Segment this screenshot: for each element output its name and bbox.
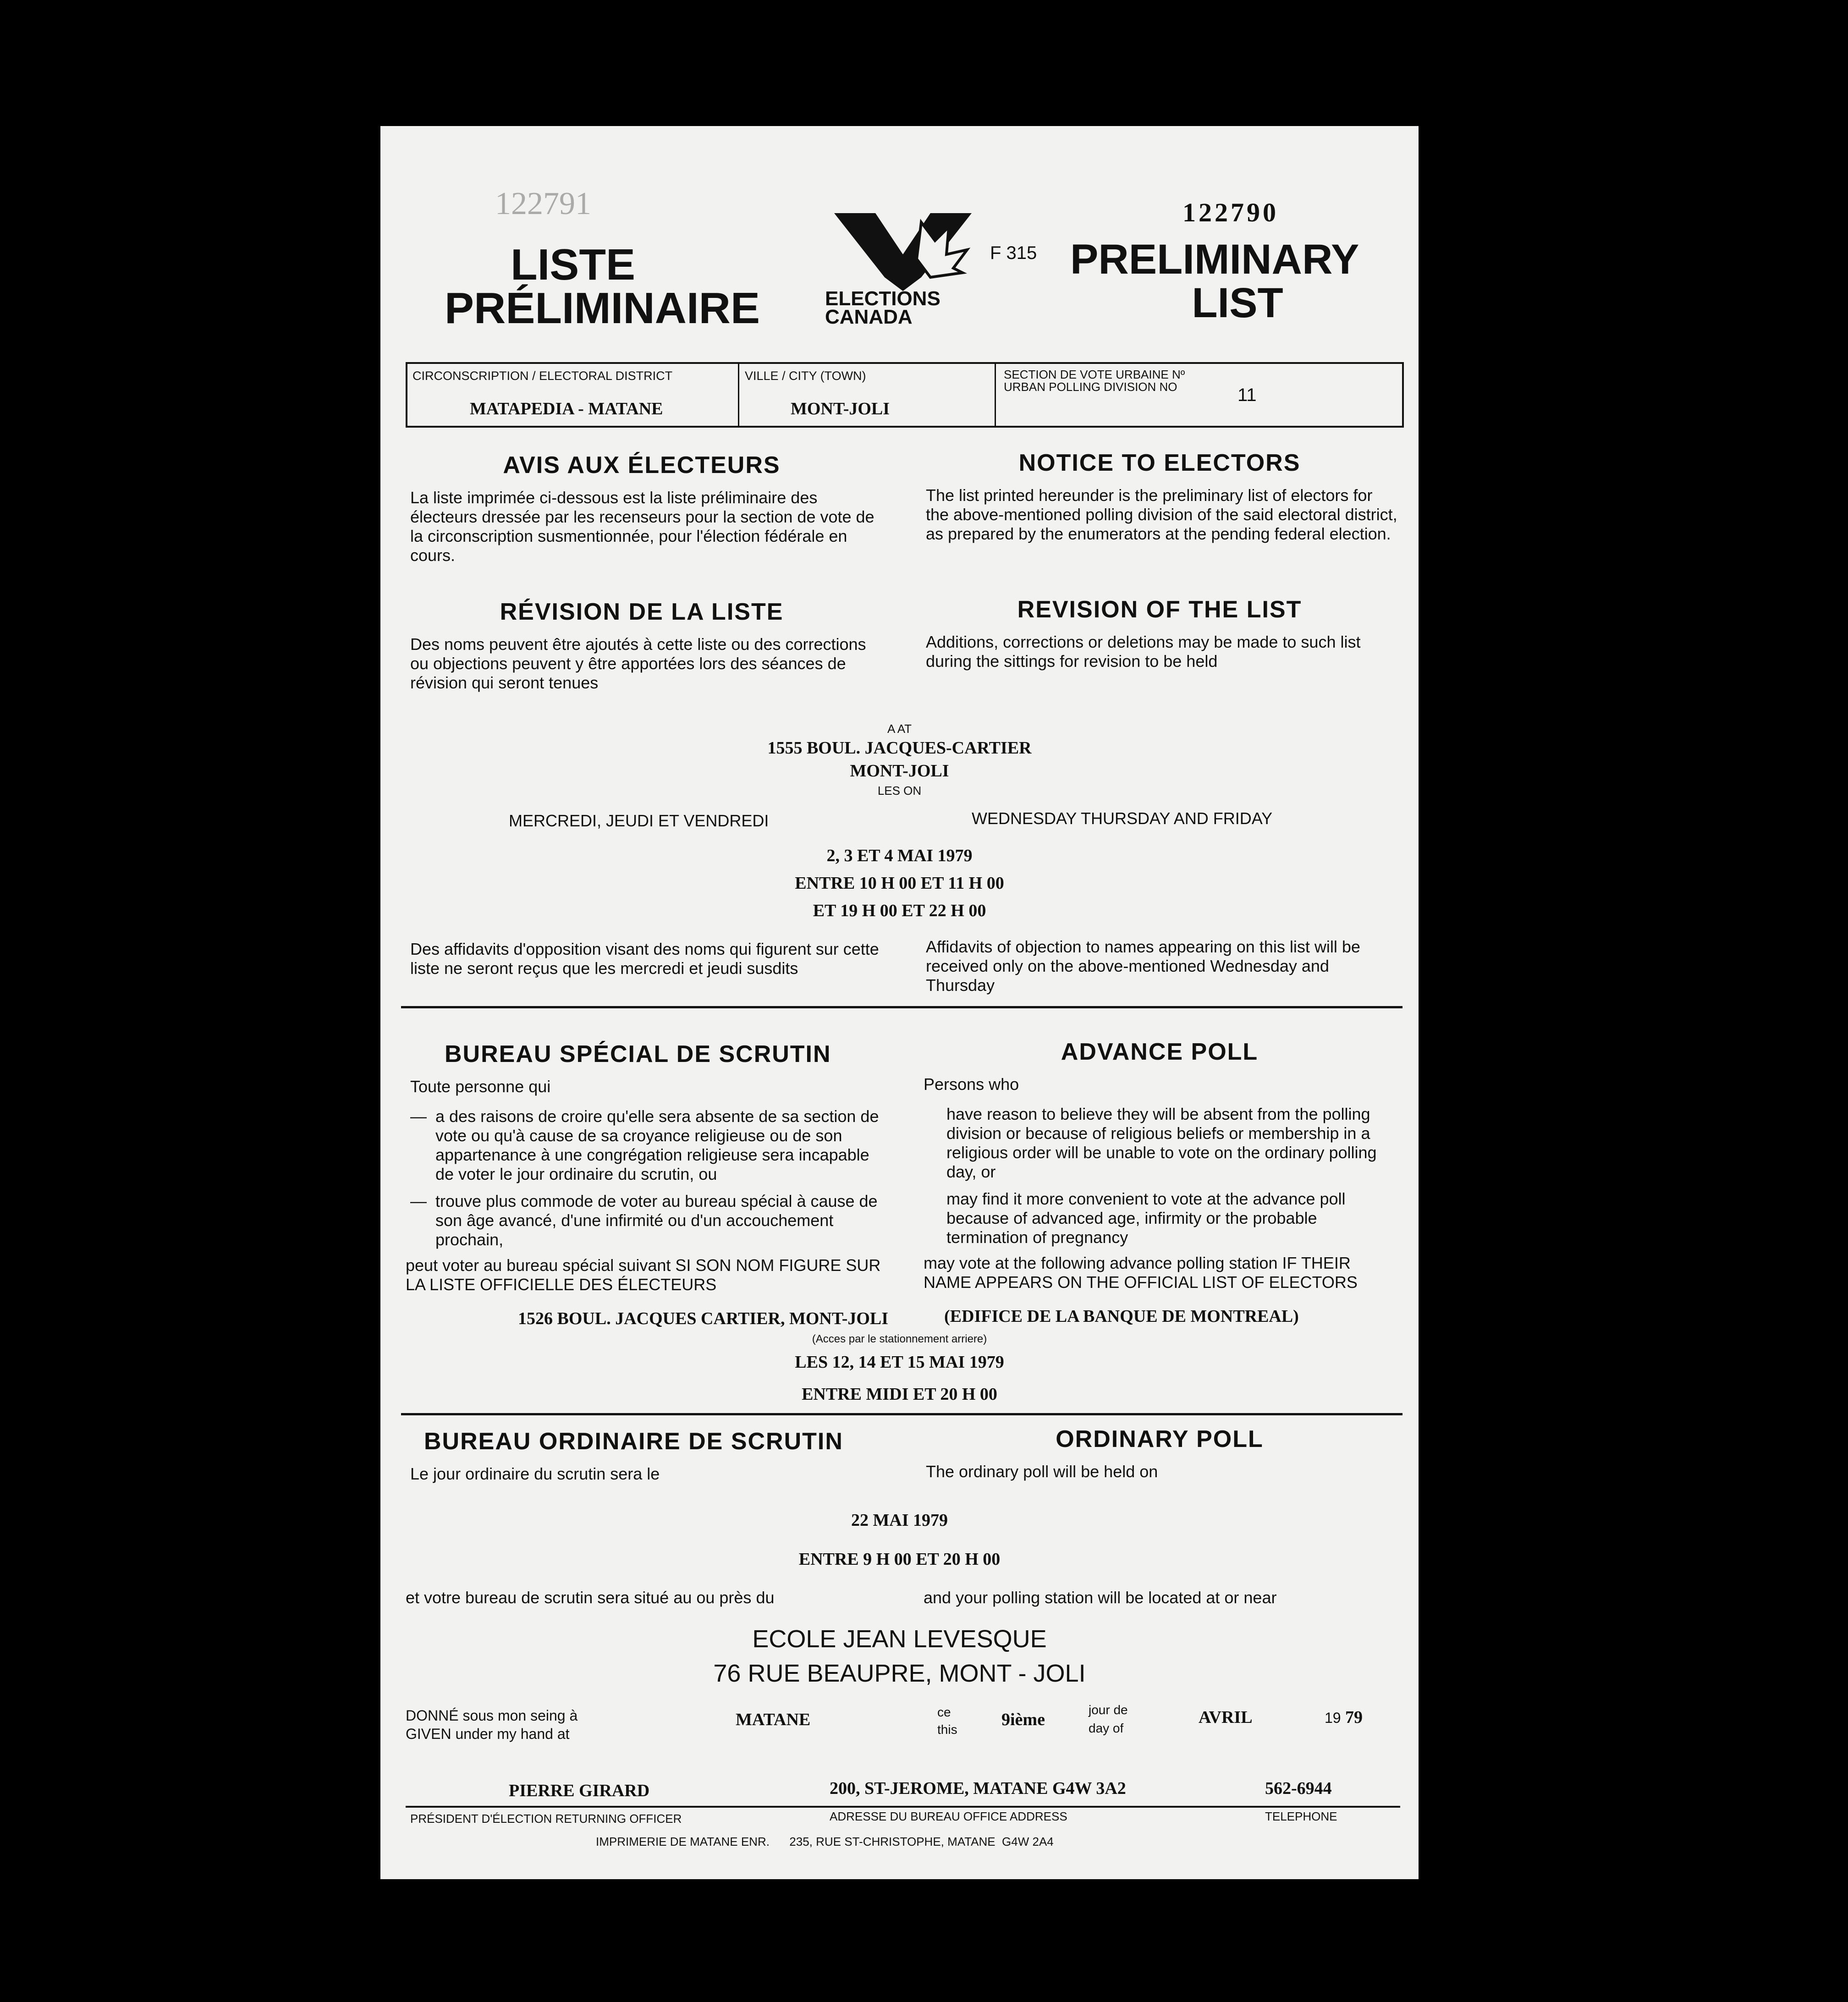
officer-label: PRÉSIDENT D'ÉLECTION RETURNING OFFICER [410, 1812, 682, 1826]
division-value: 11 [1238, 385, 1257, 405]
notice-title-fr: AVIS AUX ÉLECTEURS [503, 452, 781, 478]
year-prefix: 19 [1325, 1710, 1341, 1726]
ordinary-title-fr: BUREAU ORDINAIRE DE SCRUTIN [424, 1428, 843, 1455]
title-fr-line2: PRÉLIMINAIRE [445, 284, 760, 333]
logo-line1: ELECTIONS [825, 287, 940, 310]
maple-leaf-icon [825, 204, 990, 296]
advance-item1-fr: a des raisons de croire qu'elle sera absente de sa section de vote ou qu'à cause de sa croyance religieuse ou de son appartenance à une congrégation religieuse sera incapable de voter le jour ordinaire du scrutin, ou [435, 1107, 879, 1183]
officer-name: PIERRE GIRARD [509, 1781, 650, 1800]
polling-place-name: ECOLE JEAN LEVESQUE [752, 1625, 1047, 1653]
advance-address: 1526 BOUL. JACQUES CARTIER, MONT-JOLI [518, 1309, 889, 1328]
signature-rule [406, 1806, 1400, 1808]
phone-label: TELEPHONE [1265, 1810, 1337, 1823]
advance-title-fr: BUREAU SPÉCIAL DE SCRUTIN [445, 1041, 831, 1067]
jour-label: jour de [1089, 1703, 1128, 1717]
revision-dates: 2, 3 ET 4 MAI 1979 [826, 846, 973, 865]
given-fr: DONNÉ sous mon seing à [406, 1707, 578, 1724]
advance-outro-en: may vote at the following advance polling station IF THEIR NAME APPEARS ON THE OFFICIAL LIST OF ELECTORS [924, 1254, 1358, 1292]
section-divider-1 [401, 1006, 1402, 1008]
office-address: 200, ST-JEROME, MATANE G4W 3A2 [830, 1779, 1126, 1798]
division-label-2: URBAN POLLING DIVISION NO [1004, 380, 1177, 394]
field-divider-1 [738, 362, 739, 428]
ordinary-location-en: and your polling station will be located at or near [924, 1588, 1277, 1607]
city-label: VILLE / CITY (TOWN) [745, 369, 866, 383]
advance-building: (EDIFICE DE LA BANQUE DE MONTREAL) [944, 1307, 1299, 1326]
document-number: 122790 [1182, 198, 1279, 227]
affidavit-text-fr: Des affidavits d'opposition visant des noms qui figurent sur cette liste ne seront reçus que les mercredi et jeudi susdits [410, 940, 879, 978]
district-label: CIRCONSCRIPTION / ELECTORAL DISTRICT [412, 369, 673, 383]
advance-intro-fr: Toute personne qui [410, 1077, 551, 1096]
revision-address-2: MONT-JOLI [850, 761, 949, 781]
affidavit-text-en: Affidavits of objection to names appearing on this list will be received only on the above-mentioned Wednesday and Thursday [926, 937, 1360, 995]
logo-line2: CANADA [825, 306, 913, 328]
dayof-label: day of [1089, 1721, 1124, 1735]
revision-title-en: REVISION OF THE LIST [1017, 596, 1302, 623]
revision-hours-2: ET 19 H 00 ET 22 H 00 [813, 901, 986, 920]
advance-access: (Acces par le stationnement arriere) [812, 1333, 987, 1345]
on-label: LES ON [877, 784, 922, 798]
this-label: this [937, 1722, 957, 1737]
telephone-value: 562-6944 [1265, 1779, 1332, 1798]
year-suffix: 79 [1345, 1708, 1363, 1727]
district-value: MATAPEDIA - MATANE [470, 399, 663, 418]
section-divider-2 [401, 1413, 1402, 1415]
advance-hours: ENTRE MIDI ET 20 H 00 [802, 1385, 997, 1404]
ordinary-date: 22 MAI 1979 [851, 1511, 948, 1530]
revision-text-fr: Des noms peuvent être ajoutés à cette liste ou des corrections ou objections peuvent y être apportées lors des séances de révision qui seront tenues [410, 635, 866, 692]
notice-text-en: The list printed hereunder is the preliminary list of electors for the above-mentioned polling division of the said electoral district, as prepared by the enumerators at the pending federal election. [926, 486, 1397, 543]
at-label: A AT [887, 722, 912, 736]
title-en-line2: LIST [1192, 280, 1283, 326]
division-label-1: SECTION DE VOTE URBAINE Nº [1004, 368, 1185, 381]
advance-intro-en: Persons who [924, 1075, 1019, 1094]
ordinary-title-en: ORDINARY POLL [1056, 1426, 1264, 1452]
revision-text-en: Additions, corrections or deletions may be made to such list during the sittings for revision to be held [926, 632, 1361, 671]
signed-place: MATANE [736, 1710, 811, 1729]
days-fr: MERCREDI, JEUDI ET VENDREDI [509, 811, 769, 830]
printer-line: IMPRIMERIE DE MATANE ENR. 235, RUE ST-CHRISTOPHE, MATANE G4W 2A4 [596, 1835, 1054, 1848]
revision-title-fr: RÉVISION DE LA LISTE [500, 599, 784, 625]
notice-title-en: NOTICE TO ELECTORS [1018, 450, 1301, 476]
advance-item1-en: have reason to believe they will be absent from the polling division or because of religious beliefs or membership in a religious order will be unable to vote on the ordinary polling day, or [946, 1105, 1377, 1181]
signed-day: 9ième [1001, 1710, 1045, 1729]
title-en-line1: PRELIMINARY [1070, 236, 1359, 283]
ordinary-hours: ENTRE 9 H 00 ET 20 H 00 [798, 1550, 1001, 1569]
ordinary-location-fr: et votre bureau de scrutin sera situé au ou près du [406, 1588, 775, 1607]
city-value: MONT-JOLI [791, 399, 890, 418]
revision-address-1: 1555 BOUL. JACQUES-CARTIER [767, 738, 1032, 758]
advance-dates: LES 12, 14 ET 15 MAI 1979 [795, 1353, 1004, 1372]
document-sheet [380, 126, 1419, 1879]
given-en: GIVEN under my hand at [406, 1726, 570, 1742]
revision-hours-1: ENTRE 10 H 00 ET 11 H 00 [795, 874, 1004, 893]
signed-month: AVRIL [1199, 1708, 1253, 1727]
advance-item2-fr: trouve plus commode de voter au bureau spécial à cause de son âge avancé, d'une infirmité ou d'un accouchement prochain, [435, 1192, 878, 1249]
days-en: WEDNESDAY THURSDAY AND FRIDAY [972, 809, 1273, 828]
address-label: ADRESSE DU BUREAU OFFICE ADDRESS [830, 1810, 1067, 1823]
advance-title-en: ADVANCE POLL [1061, 1039, 1259, 1065]
title-fr-line1: LISTE [510, 240, 635, 289]
elections-canada-logo [825, 204, 990, 328]
ordinary-intro-en: The ordinary poll will be held on [926, 1462, 1158, 1481]
ordinary-intro-fr: Le jour ordinaire du scrutin sera le [410, 1464, 660, 1483]
advance-item2-en: may find it more convenient to vote at the advance poll because of advanced age, infirmity or the probable termination of pregnancy [946, 1189, 1346, 1247]
bullet-dash: — [410, 1107, 427, 1126]
advance-outro-fr: peut voter au bureau spécial suivant SI SON NOM FIGURE SUR LA LISTE OFFICIELLE DES ÉLECTEURS [406, 1256, 881, 1294]
form-code: F 315 [990, 243, 1037, 263]
bullet-dash: — [410, 1192, 427, 1210]
ce-label: ce [937, 1705, 951, 1719]
notice-text-fr: La liste imprimée ci-dessous est la liste préliminaire des électeurs dressée par les recenseurs pour la section de vote de la circonscription susmentionnée, pour l'élection fédérale en cours. [410, 488, 874, 565]
ghost-number: 122791 [495, 186, 591, 221]
polling-place-address: 76 RUE BEAUPRE, MONT - JOLI [713, 1660, 1086, 1687]
field-divider-2 [995, 362, 996, 428]
